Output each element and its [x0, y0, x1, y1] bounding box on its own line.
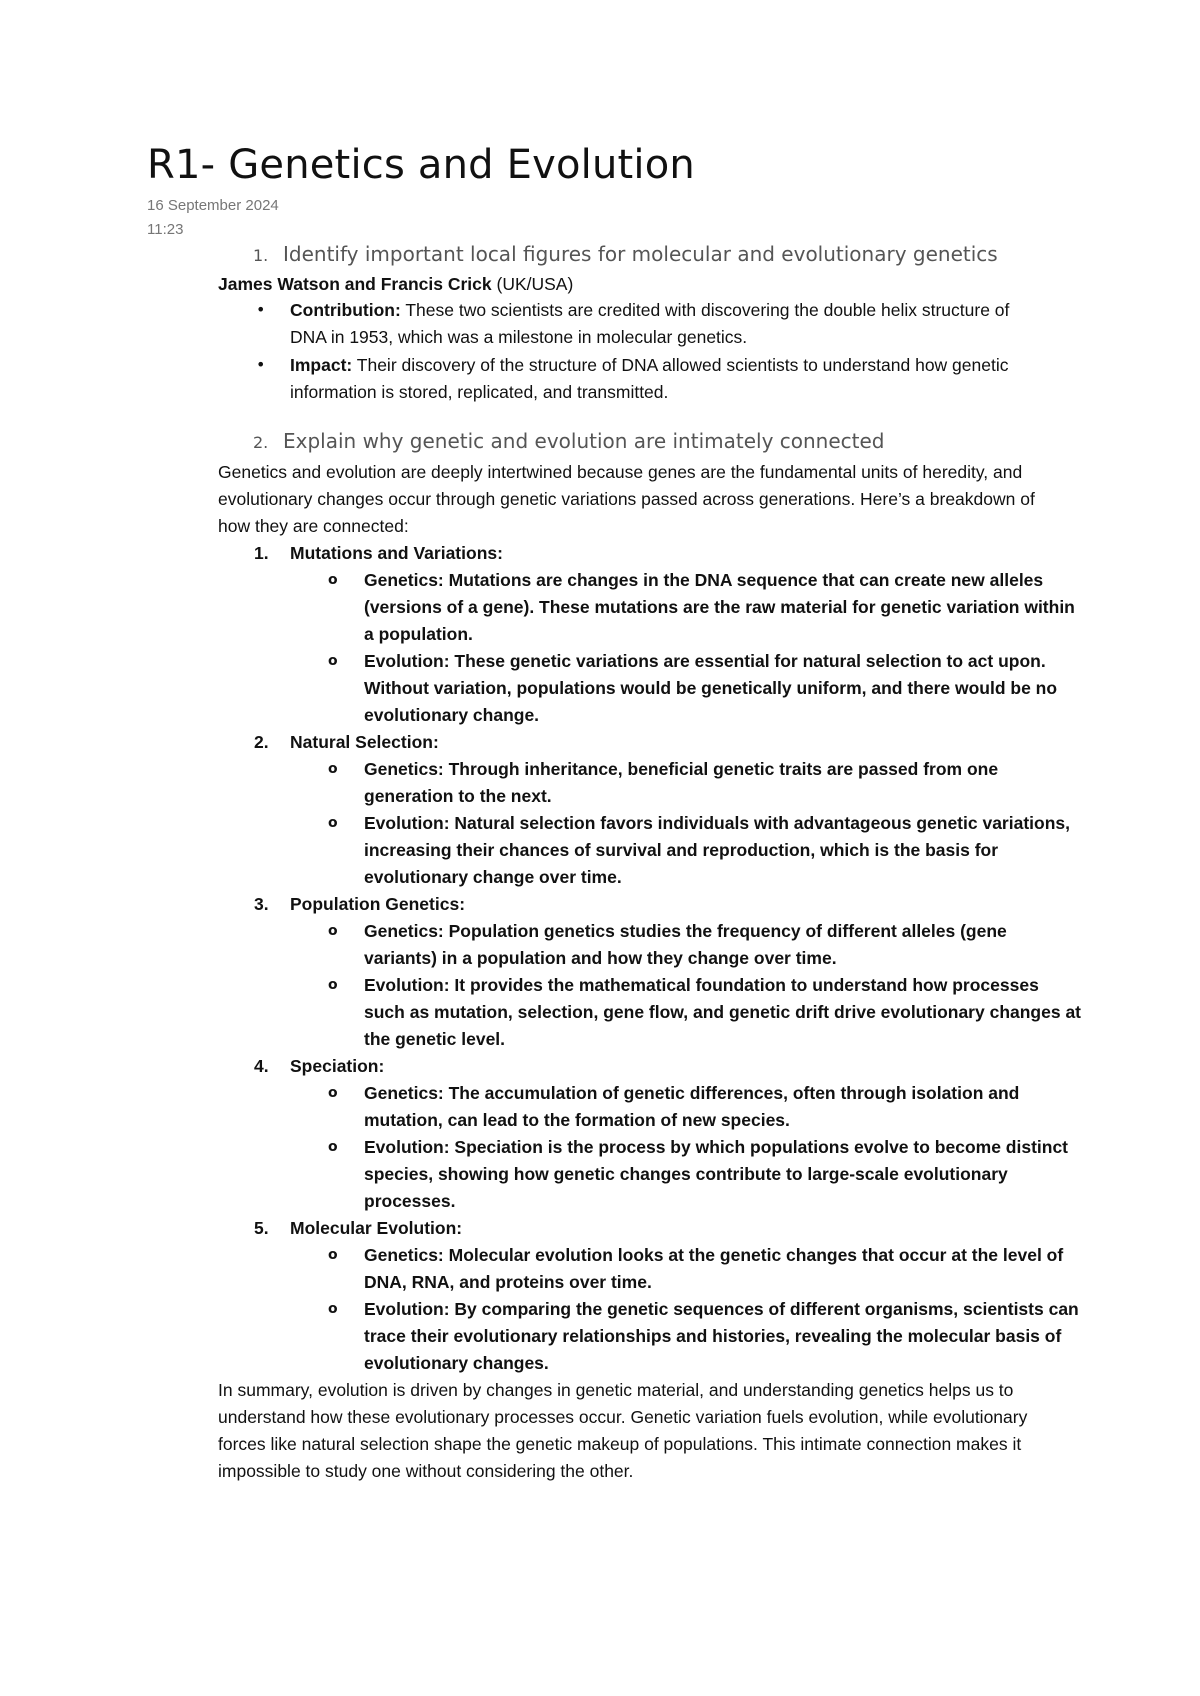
hollow-circle-icon: o — [328, 1139, 338, 1155]
bullet-impact — [290, 352, 1050, 406]
summary-paragraph: In summary, evolution is driven by changes in genetic material, and understanding genetics helps us to understand how these evolutionary processes occur. Genetic variation fuels evolution, while evolutionary forces like natural selection shape the genetic makeup of populations. This intimate connection makes it impossible to study one without considering the other. — [218, 1380, 1028, 1481]
page-title: R1- Genetics and Evolution — [147, 142, 695, 188]
sub-item: Genetics: Population genetics studies the frequency of different alleles (gene variants) in a population and how they change over time. — [364, 921, 1007, 968]
bullet-dot-icon: • — [256, 355, 266, 374]
hollow-circle-icon: o — [328, 653, 338, 669]
item-number: 1. — [254, 543, 269, 563]
item-title: Speciation: — [290, 1056, 385, 1076]
question-1-text: Identify important local figures for molecular and evolutionary genetics — [283, 242, 998, 266]
hollow-circle-icon: o — [328, 923, 338, 939]
hollow-circle-icon: o — [328, 761, 338, 777]
sub-item: Genetics: Molecular evolution looks at the genetic changes that occur at the level of DNA, RNA, and proteins over time. — [364, 1245, 1064, 1292]
item-title: Molecular Evolution: — [290, 1218, 463, 1238]
note-date: 16 September 2024 — [147, 197, 279, 214]
question-2-text: Explain why genetic and evolution are intimately connected — [283, 429, 885, 453]
scientists-names: James Watson and Francis Crick — [218, 274, 492, 294]
bullet-label: Impact: — [290, 355, 353, 375]
bullet-label: Contribution: — [290, 300, 401, 320]
sub-item: Genetics: Through inheritance, beneficial genetic traits are passed from one generation to the next. — [364, 759, 999, 806]
note-time: 11:23 — [147, 221, 184, 238]
item-number: 2. — [254, 732, 269, 752]
sub-item: Evolution: Speciation is the process by which populations evolve to become distinct species, showing how genetic changes contribute to large-scale evolutionary processes. — [364, 1137, 1069, 1211]
item-number: 3. — [254, 894, 269, 914]
hollow-circle-icon: o — [328, 1247, 338, 1263]
item-title: Population Genetics: — [290, 894, 466, 914]
item-number: 5. — [254, 1218, 269, 1238]
bullet-text: These two scientists are credited with discovering the double helix structure of DNA in 1953, which was a milestone in molecular genetics. — [290, 300, 1010, 347]
bullet-dot-icon: • — [256, 300, 266, 319]
sub-item: Genetics: The accumulation of genetic differences, often through isolation and mutation, can lead to the formation of new species. — [364, 1083, 1020, 1130]
question-2-number: 2. — [253, 433, 269, 452]
hollow-circle-icon: o — [328, 815, 338, 831]
intro-paragraph: Genetics and evolution are deeply intertwined because genes are the fundamental units of heredity, and evolutionary changes occur through genetic variations passed across generations. Here’s a breakdown of how they are connected: — [218, 462, 1035, 536]
hollow-circle-icon: o — [328, 977, 338, 993]
sub-item: Evolution: These genetic variations are essential for natural selection to act upon. Without variation, populations would be genetically uniform, and there would be no evolutionary change. — [364, 651, 1058, 725]
bullet-contribution — [290, 297, 1050, 351]
scientists-line — [218, 271, 573, 298]
item-title: Mutations and Variations: — [290, 543, 503, 563]
item-number: 4. — [254, 1056, 269, 1076]
sub-item: Evolution: By comparing the genetic sequences of different organisms, scientists can trace their evolutionary relationships and histories, revealing the molecular basis of evolutionary changes. — [364, 1299, 1079, 1373]
question-1-heading — [253, 242, 998, 266]
question-2-heading — [253, 429, 884, 453]
sub-item: Evolution: It provides the mathematical foundation to understand how processes such as mutation, selection, gene flow, and genetic drift drive evolutionary changes at the genetic level. — [364, 975, 1082, 1049]
hollow-circle-icon: o — [328, 572, 338, 588]
sub-item: Evolution: Natural selection favors individuals with advantageous genetic variations, increasing their chances of survival and reproduction, which is the basis for evolutionary change over time. — [364, 813, 1070, 887]
question-1-number: 1. — [253, 246, 269, 265]
item-title: Natural Selection: — [290, 732, 439, 752]
scientists-origin: (UK/USA) — [491, 274, 574, 294]
sub-item: Genetics: Mutations are changes in the DNA sequence that can create new alleles (versions of a gene). These mutations are the raw material for genetic variation within a population. — [364, 570, 1075, 644]
hollow-circle-icon: o — [328, 1301, 338, 1317]
bullet-text: Their discovery of the structure of DNA allowed scientists to understand how genetic information is stored, replicated, and transmitted. — [290, 355, 1009, 402]
hollow-circle-icon: o — [328, 1085, 338, 1101]
